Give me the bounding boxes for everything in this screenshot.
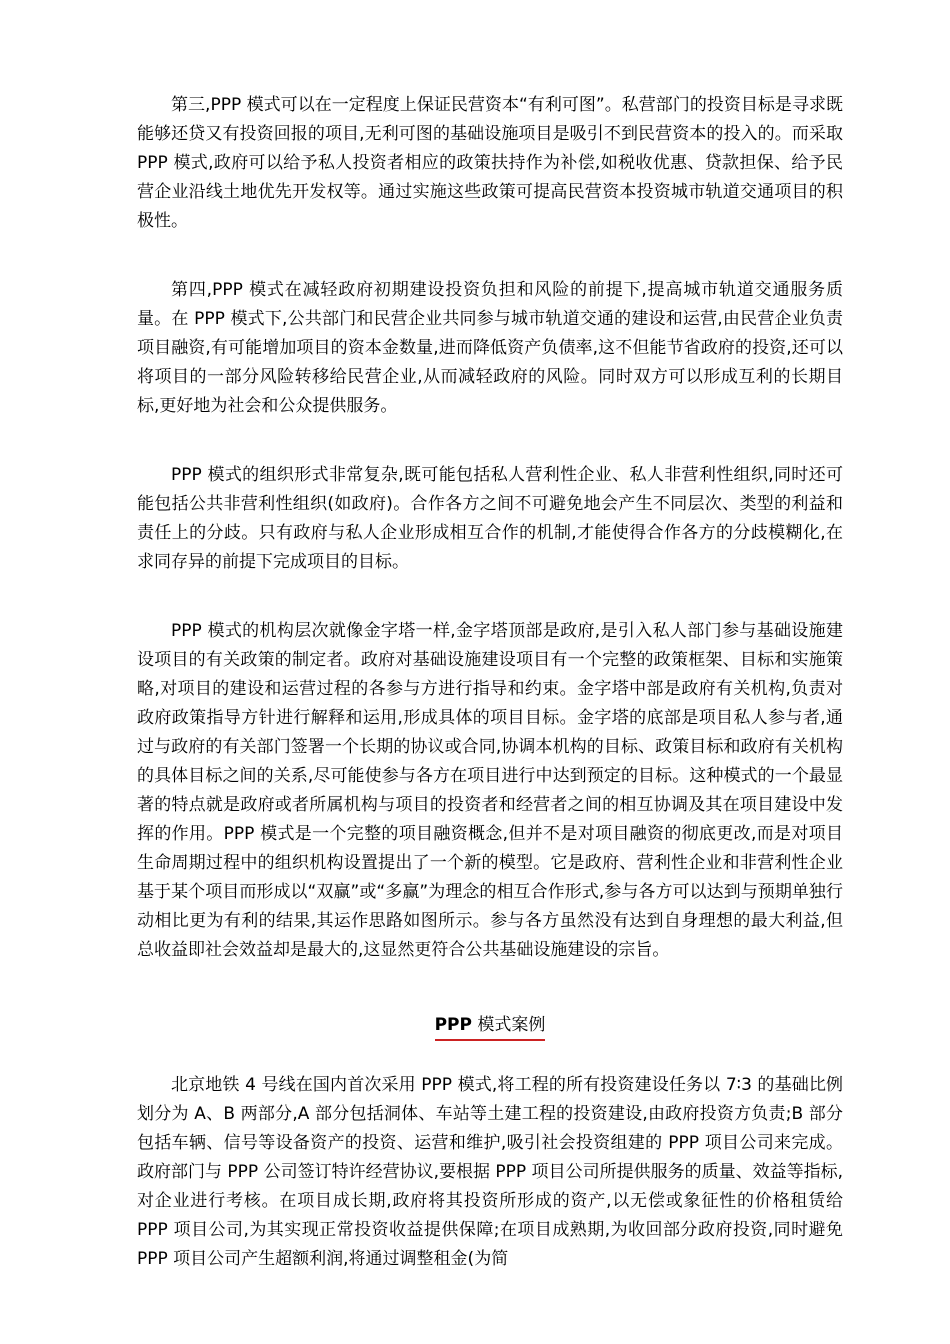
section-heading-container [137,1011,843,1041]
section-heading-bold: PPP [434,1015,472,1035]
paragraph-pyramid-structure: PPP 模式的机构层次就像金字塔一样,金字塔顶部是政府,是引入私人部门参与基础设施建设项目的有关政策的制定者。政府对基础设施建设项目有一个完整的政策框架、目标和实施策略,对项目的建设和运营过程的各参与方进行指导和约束。金字塔中部是政府有关机构,负责对政府政策指导方针进行解释和运用,形成具体的项目目标。金字塔的底部是项目私人参与者,通过与政府的有关部门签署一个长期的协议或合同,协调本机构的目标、政策目标和政府有关机构的具体目标之间的关系,尽可能使参与各方在项目进行中达到预定的目标。这种模式的一个最显著的特点就是政府或者所属机构与项目的投资者和经营者之间的相互协调及其在项目建设中发挥的作用。PPP 模式是一个完整的项目融资概念,但并不是对项目融资的彻底更改,而是对项目生命周期过程中的组织机构设置提出了一个新的模型。它是政府、营利性企业和非营利性企业基于某个项目而形成以“双赢”或“多赢”为理念的相互合作形式,参与各方可以达到与预期单独行动相比更为有利的结果,其运作思路如图所示。参与各方虽然没有达到自身理想的最大利益,但总收益即社会效益却是最大的,这显然更符合公共基础设施建设的宗旨。 [137,621,843,960]
paragraph-gap [137,577,843,617]
paragraph-third-point: 第三,PPP 模式可以在一定程度上保证民营资本“有利可图”。私营部门的投资目标是寻求既能够还贷又有投资回报的项目,无利可图的基础设施项目是吸引不到民营资本的投入的。而采取 PPP 模式,政府可以给予私人投资者相应的政策扶持作为补偿,如税收优惠、贷款担保、给予民营企业沿线土地优先开发权等。通过实施这些政策可提高民营资本投资城市轨道交通项目的积极性。 [137,95,843,231]
paragraph-organization-form: PPP 模式的组织形式非常复杂,既可能包括私人营利性企业、私人非营利性组织,同时还可能包括公共非营利性组织(如政府)。合作各方之间不可避免地会产生不同层次、类型的利益和责任上的分歧。只有政府与私人企业形成相互合作的机制,才能使得合作各方的分歧模糊化,在求同存异的前提下完成项目的目标。 [137,465,843,572]
section-heading-rest: 模式案例 [471,1015,546,1035]
paragraph-gap [137,236,843,276]
paragraph-gap [137,421,843,461]
paragraph-beijing-line4-case: 北京地铁 4 号线在国内首次采用 PPP 模式,将工程的所有投资建设任务以 7∶3 的基础比例划分为 A、B 两部分,A 部分包括洞体、车站等土建工程的投资建设,由政府投资方负责;B 部分包括车辆、信号等设备资产的投资、运营和维护,吸引社会投资组建的 PPP 项目公司来完成。政府部门与 PPP 公司签订特许经营协议,要根据 PPP 项目公司所提供服务的质量、效益等指标,对企业进行考核。在项目成长期,政府将其投资所形成的资产,以无偿或象征性的价格租赁给 PPP 项目公司,为其实现正常投资收益提供保障;在项目成熟期,为收回部分政府投资,同时避免 PPP 项目公司产生超额利润,将通过调整租金(为简 [137,1075,843,1269]
document-body [137,91,843,1274]
paragraph-fourth-point: 第四,PPP 模式在减轻政府初期建设投资负担和风险的前提下,提高城市轨道交通服务质量。在 PPP 模式下,公共部门和民营企业共同参与城市轨道交通的建设和运营,由民营企业负责项目融资,有可能增加项目的资本金数量,进而降低资产负债率,这不但能节省政府的投资,还可以将项目的一部分风险转移给民营企业,从而减轻政府的风险。同时双方可以形成互利的长期目标,更好地为社会和公众提供服务。 [137,280,843,416]
heading-gap [137,1045,843,1071]
section-heading [435,1011,546,1041]
paragraph-gap [137,965,843,1005]
